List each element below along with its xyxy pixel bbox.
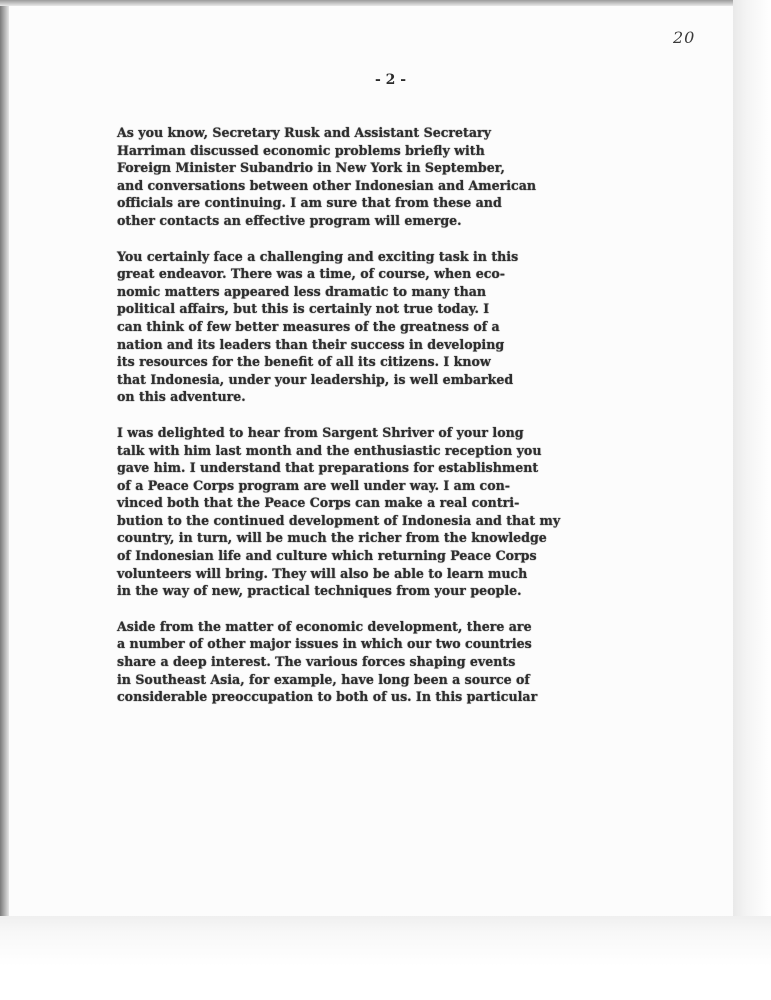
text-line: nation and its leaders than their success in developing <box>117 336 505 352</box>
text-line: in Southeast Asia, for example, have long been a source of <box>117 671 530 687</box>
text-line: officials are continuing. I am sure that from these and <box>117 195 502 211</box>
text-line: other contacts an effective program will emerge. <box>117 212 462 228</box>
scan-bottom-margin <box>0 916 771 1000</box>
text-line: of Indonesian life and culture which returning Peace Corps <box>117 548 537 564</box>
text-line: that Indonesia, under your leadership, is well embarked <box>117 371 514 387</box>
text-line: As you know, Secretary Rusk and Assistant Secretary <box>117 125 491 140</box>
text-line: a number of other major issues in which our two countries <box>117 636 532 652</box>
text-line: gave him. I understand that preparations for establishment <box>117 460 539 476</box>
text-line: great endeavor. There was a time, of course, when eco- <box>117 266 506 282</box>
text-line: You certainly face a challenging and exciting task in this <box>117 248 519 264</box>
text-line: can think of few better measures of the greatness of a <box>117 318 500 334</box>
text-line: and conversations between other Indonesian and American <box>117 177 537 193</box>
letter-body <box>117 124 597 724</box>
paragraph <box>117 124 597 230</box>
page-number: - 2 - <box>374 72 407 88</box>
paragraph <box>117 618 597 706</box>
text-line: of a Peace Corps program are well under way. I am con- <box>117 477 510 493</box>
scan-right-margin <box>733 0 771 918</box>
text-line: country, in turn, will be much the richer from the knowledge <box>117 530 547 546</box>
text-line: vinced both that the Peace Corps can make a real contri- <box>117 495 520 511</box>
text-line: talk with him last month and the enthusiastic reception you <box>117 442 542 458</box>
text-line: volunteers will bring. They will also be able to learn much <box>117 565 528 581</box>
text-line: bution to the continued development of Indonesia and that my <box>117 512 561 528</box>
text-line: nomic matters appeared less dramatic to many than <box>117 283 487 299</box>
paragraph <box>117 424 597 600</box>
text-line: considerable preoccupation to both of us. In this particular <box>117 689 538 705</box>
text-line: Aside from the matter of economic development, there are <box>117 618 532 634</box>
text-line: in the way of new, practical techniques from your people. <box>117 583 522 599</box>
handwritten-page-number: 20 <box>673 28 696 47</box>
text-line: share a deep interest. The various forces shaping events <box>117 654 516 670</box>
scan-left-edge-shadow <box>0 0 9 1000</box>
text-line: on this adventure. <box>117 389 246 405</box>
text-line: Harriman discussed economic problems briefly with <box>117 142 485 158</box>
text-line: Foreign Minister Subandrio in New York in September, <box>117 160 505 176</box>
text-line: I was delighted to hear from Sargent Shriver of your long <box>117 424 524 440</box>
text-line: political affairs, but this is certainly not true today. I <box>117 301 490 317</box>
text-line: its resources for the benefit of all its citizens. I know <box>117 354 491 370</box>
paragraph <box>117 248 597 406</box>
